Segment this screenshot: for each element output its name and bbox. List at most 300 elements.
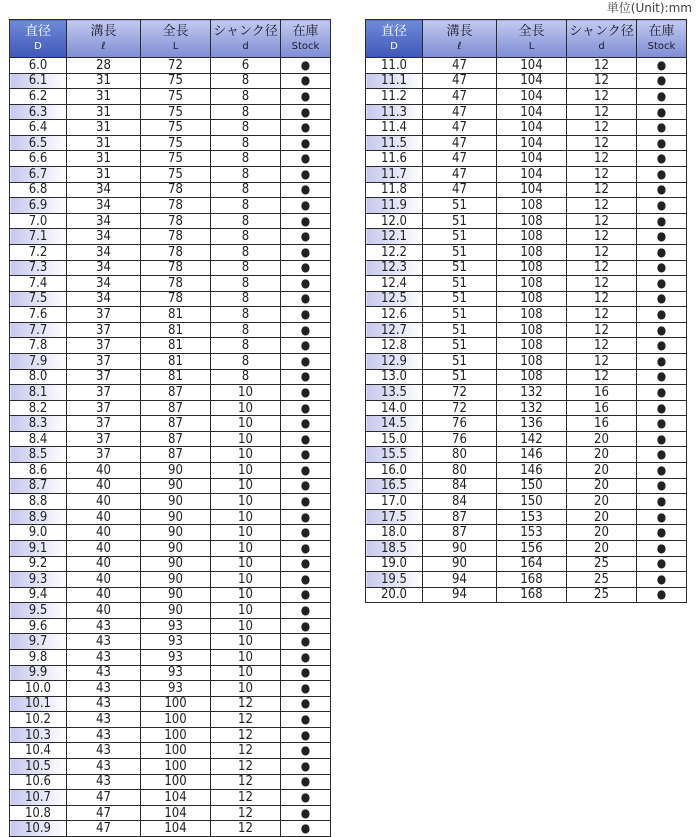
cell-flute-length: 31	[67, 104, 141, 120]
cell-shank-diameter: 10	[211, 400, 281, 416]
cell-shank-diameter: 12	[567, 198, 637, 214]
cell-shank-diameter: 10	[211, 618, 281, 634]
cell-shank-diameter: 12	[567, 104, 637, 120]
in-stock-dot-icon: ●	[281, 463, 331, 479]
cell-overall-length: 104	[497, 104, 567, 120]
cell-diameter: 7.4	[10, 276, 67, 292]
table-row	[10, 431, 331, 447]
cell-flute-length: 72	[423, 385, 497, 401]
cell-shank-diameter: 8	[211, 73, 281, 89]
cell-diameter: 7.6	[10, 307, 67, 323]
cell-shank-diameter: 25	[567, 556, 637, 572]
in-stock-dot-icon: ●	[637, 151, 687, 167]
in-stock-dot-icon: ●	[637, 276, 687, 292]
cell-overall-length: 87	[141, 431, 211, 447]
cell-diameter: 11.6	[366, 151, 423, 167]
cell-overall-length: 90	[141, 509, 211, 525]
cell-diameter: 9.5	[10, 603, 67, 619]
in-stock-dot-icon: ●	[637, 291, 687, 307]
in-stock-dot-icon: ●	[637, 556, 687, 572]
in-stock-dot-icon: ●	[281, 587, 331, 603]
cell-shank-diameter: 6	[211, 58, 281, 74]
in-stock-dot-icon: ●	[637, 229, 687, 245]
cell-diameter: 16.5	[366, 478, 423, 494]
cell-diameter: 9.3	[10, 572, 67, 588]
table-row	[10, 400, 331, 416]
cell-flute-length: 40	[67, 509, 141, 525]
cell-flute-length: 51	[423, 322, 497, 338]
cell-shank-diameter: 12	[567, 213, 637, 229]
table-row	[10, 182, 331, 198]
table-row	[10, 104, 331, 120]
cell-overall-length: 90	[141, 478, 211, 494]
in-stock-dot-icon: ●	[281, 618, 331, 634]
cell-flute-length: 94	[423, 587, 497, 603]
cell-shank-diameter: 10	[211, 587, 281, 603]
cell-diameter: 10.7	[10, 790, 67, 806]
table-row	[366, 89, 687, 105]
in-stock-dot-icon: ●	[637, 463, 687, 479]
cell-flute-length: 34	[67, 182, 141, 198]
table-row	[10, 696, 331, 712]
cell-shank-diameter: 8	[211, 167, 281, 183]
cell-shank-diameter: 10	[211, 603, 281, 619]
cell-shank-diameter: 12	[567, 307, 637, 323]
cell-shank-diameter: 12	[211, 790, 281, 806]
header-flute-length: 溝長 ℓ	[423, 20, 497, 58]
cell-shank-diameter: 12	[567, 89, 637, 105]
cell-overall-length: 104	[497, 135, 567, 151]
cell-diameter: 12.1	[366, 229, 423, 245]
cell-overall-length: 100	[141, 774, 211, 790]
cell-diameter: 11.2	[366, 89, 423, 105]
cell-shank-diameter: 12	[567, 260, 637, 276]
table-row	[10, 649, 331, 665]
cell-overall-length: 90	[141, 556, 211, 572]
in-stock-dot-icon: ●	[637, 322, 687, 338]
table-row	[10, 120, 331, 136]
table-row	[10, 712, 331, 728]
cell-shank-diameter: 12	[567, 73, 637, 89]
cell-diameter: 10.3	[10, 727, 67, 743]
in-stock-dot-icon: ●	[281, 665, 331, 681]
cell-overall-length: 108	[497, 198, 567, 214]
table-row	[10, 338, 331, 354]
cell-diameter: 20.0	[366, 587, 423, 603]
in-stock-dot-icon: ●	[281, 182, 331, 198]
cell-shank-diameter: 20	[567, 431, 637, 447]
cell-flute-length: 40	[67, 603, 141, 619]
cell-shank-diameter: 8	[211, 182, 281, 198]
cell-shank-diameter: 12	[211, 696, 281, 712]
in-stock-dot-icon: ●	[281, 89, 331, 105]
cell-shank-diameter: 10	[211, 649, 281, 665]
cell-overall-length: 87	[141, 385, 211, 401]
cell-overall-length: 75	[141, 135, 211, 151]
cell-shank-diameter: 12	[211, 774, 281, 790]
in-stock-dot-icon: ●	[281, 167, 331, 183]
cell-flute-length: 34	[67, 229, 141, 245]
table-row	[10, 322, 331, 338]
cell-overall-length: 100	[141, 743, 211, 759]
in-stock-dot-icon: ●	[281, 634, 331, 650]
cell-flute-length: 31	[67, 167, 141, 183]
drill-spec-table-left	[9, 19, 331, 837]
cell-shank-diameter: 10	[211, 556, 281, 572]
in-stock-dot-icon: ●	[281, 603, 331, 619]
cell-flute-length: 37	[67, 338, 141, 354]
cell-diameter: 12.6	[366, 307, 423, 323]
cell-flute-length: 43	[67, 696, 141, 712]
cell-overall-length: 132	[497, 385, 567, 401]
table-row	[10, 151, 331, 167]
cell-diameter: 18.0	[366, 525, 423, 541]
cell-diameter: 10.8	[10, 805, 67, 821]
cell-flute-length: 51	[423, 307, 497, 323]
in-stock-dot-icon: ●	[281, 213, 331, 229]
cell-flute-length: 40	[67, 572, 141, 588]
in-stock-dot-icon: ●	[281, 525, 331, 541]
cell-overall-length: 75	[141, 151, 211, 167]
cell-shank-diameter: 8	[211, 198, 281, 214]
in-stock-dot-icon: ●	[637, 540, 687, 556]
cell-diameter: 17.0	[366, 494, 423, 510]
cell-diameter: 12.8	[366, 338, 423, 354]
table-row	[366, 509, 687, 525]
cell-shank-diameter: 12	[567, 58, 637, 74]
in-stock-dot-icon: ●	[637, 104, 687, 120]
cell-flute-length: 40	[67, 556, 141, 572]
table-row	[366, 400, 687, 416]
drill-spec-table-right	[365, 19, 687, 603]
cell-shank-diameter: 8	[211, 104, 281, 120]
cell-shank-diameter: 10	[211, 478, 281, 494]
table-row	[10, 260, 331, 276]
cell-overall-length: 93	[141, 681, 211, 697]
cell-flute-length: 43	[67, 681, 141, 697]
in-stock-dot-icon: ●	[281, 743, 331, 759]
in-stock-dot-icon: ●	[281, 385, 331, 401]
in-stock-dot-icon: ●	[637, 416, 687, 432]
cell-diameter: 8.3	[10, 416, 67, 432]
table-row	[366, 213, 687, 229]
cell-flute-length: 37	[67, 447, 141, 463]
cell-flute-length: 37	[67, 307, 141, 323]
cell-shank-diameter: 12	[211, 712, 281, 728]
in-stock-dot-icon: ●	[281, 151, 331, 167]
cell-overall-length: 100	[141, 727, 211, 743]
cell-diameter: 12.0	[366, 213, 423, 229]
in-stock-dot-icon: ●	[637, 198, 687, 214]
cell-diameter: 19.0	[366, 556, 423, 572]
cell-diameter: 12.5	[366, 291, 423, 307]
in-stock-dot-icon: ●	[281, 58, 331, 74]
in-stock-dot-icon: ●	[637, 244, 687, 260]
cell-diameter: 9.2	[10, 556, 67, 572]
cell-flute-length: 43	[67, 759, 141, 775]
cell-diameter: 6.1	[10, 73, 67, 89]
cell-flute-length: 47	[423, 151, 497, 167]
cell-overall-length: 104	[497, 182, 567, 198]
cell-overall-length: 108	[497, 260, 567, 276]
cell-flute-length: 34	[67, 276, 141, 292]
cell-shank-diameter: 8	[211, 260, 281, 276]
cell-diameter: 10.2	[10, 712, 67, 728]
table-row	[10, 821, 331, 837]
cell-diameter: 9.0	[10, 525, 67, 541]
cell-flute-length: 34	[67, 198, 141, 214]
cell-shank-diameter: 12	[567, 167, 637, 183]
table-header-row	[10, 20, 331, 58]
in-stock-dot-icon: ●	[637, 494, 687, 510]
table-row	[10, 759, 331, 775]
cell-overall-length: 90	[141, 603, 211, 619]
in-stock-dot-icon: ●	[281, 322, 331, 338]
table-row	[10, 229, 331, 245]
header-shank-diameter: シャンク径 d	[567, 20, 637, 58]
cell-overall-length: 104	[497, 58, 567, 74]
cell-overall-length: 108	[497, 322, 567, 338]
in-stock-dot-icon: ●	[637, 525, 687, 541]
cell-flute-length: 47	[67, 805, 141, 821]
table-row	[10, 167, 331, 183]
cell-overall-length: 104	[497, 120, 567, 136]
cell-overall-length: 78	[141, 182, 211, 198]
cell-flute-length: 34	[67, 244, 141, 260]
cell-flute-length: 37	[67, 416, 141, 432]
in-stock-dot-icon: ●	[637, 353, 687, 369]
table-row	[366, 135, 687, 151]
cell-shank-diameter: 12	[567, 369, 637, 385]
cell-overall-length: 104	[497, 73, 567, 89]
in-stock-dot-icon: ●	[637, 572, 687, 588]
cell-overall-length: 90	[141, 525, 211, 541]
in-stock-dot-icon: ●	[637, 431, 687, 447]
cell-overall-length: 100	[141, 696, 211, 712]
cell-overall-length: 75	[141, 120, 211, 136]
cell-flute-length: 84	[423, 494, 497, 510]
table-row	[10, 307, 331, 323]
cell-overall-length: 75	[141, 89, 211, 105]
in-stock-dot-icon: ●	[637, 260, 687, 276]
cell-flute-length: 94	[423, 572, 497, 588]
table-row	[366, 120, 687, 136]
in-stock-dot-icon: ●	[637, 213, 687, 229]
cell-flute-length: 51	[423, 213, 497, 229]
cell-flute-length: 40	[67, 525, 141, 541]
cell-overall-length: 81	[141, 369, 211, 385]
cell-overall-length: 87	[141, 400, 211, 416]
cell-diameter: 10.4	[10, 743, 67, 759]
cell-flute-length: 51	[423, 260, 497, 276]
table-row	[10, 540, 331, 556]
cell-shank-diameter: 8	[211, 213, 281, 229]
cell-shank-diameter: 8	[211, 151, 281, 167]
cell-shank-diameter: 20	[567, 525, 637, 541]
cell-diameter: 6.9	[10, 198, 67, 214]
cell-shank-diameter: 20	[567, 540, 637, 556]
cell-diameter: 8.0	[10, 369, 67, 385]
cell-shank-diameter: 8	[211, 322, 281, 338]
in-stock-dot-icon: ●	[637, 385, 687, 401]
cell-overall-length: 93	[141, 634, 211, 650]
cell-diameter: 11.4	[366, 120, 423, 136]
cell-flute-length: 47	[423, 182, 497, 198]
in-stock-dot-icon: ●	[281, 431, 331, 447]
table-row	[10, 727, 331, 743]
table-row	[366, 182, 687, 198]
cell-overall-length: 78	[141, 229, 211, 245]
in-stock-dot-icon: ●	[637, 400, 687, 416]
table-row	[10, 291, 331, 307]
cell-flute-length: 43	[67, 727, 141, 743]
cell-overall-length: 153	[497, 509, 567, 525]
table-row	[10, 478, 331, 494]
cell-shank-diameter: 10	[211, 416, 281, 432]
table-row	[366, 198, 687, 214]
cell-shank-diameter: 12	[567, 291, 637, 307]
table-row	[10, 276, 331, 292]
cell-shank-diameter: 8	[211, 307, 281, 323]
cell-diameter: 7.2	[10, 244, 67, 260]
table-row	[366, 151, 687, 167]
table-row	[366, 416, 687, 432]
cell-diameter: 6.5	[10, 135, 67, 151]
cell-shank-diameter: 12	[567, 182, 637, 198]
cell-overall-length: 75	[141, 167, 211, 183]
cell-overall-length: 104	[141, 821, 211, 837]
cell-diameter: 9.8	[10, 649, 67, 665]
in-stock-dot-icon: ●	[281, 712, 331, 728]
cell-flute-length: 43	[67, 634, 141, 650]
cell-shank-diameter: 8	[211, 244, 281, 260]
table-row	[10, 774, 331, 790]
in-stock-dot-icon: ●	[637, 182, 687, 198]
cell-shank-diameter: 12	[567, 229, 637, 245]
cell-diameter: 12.9	[366, 353, 423, 369]
table-header-row	[366, 20, 687, 58]
cell-flute-length: 51	[423, 291, 497, 307]
cell-shank-diameter: 8	[211, 291, 281, 307]
table-row	[366, 167, 687, 183]
cell-diameter: 11.7	[366, 167, 423, 183]
table-row	[366, 385, 687, 401]
table-row	[10, 353, 331, 369]
cell-shank-diameter: 8	[211, 353, 281, 369]
cell-flute-length: 84	[423, 478, 497, 494]
table-row	[10, 525, 331, 541]
cell-overall-length: 104	[497, 167, 567, 183]
cell-shank-diameter: 16	[567, 385, 637, 401]
cell-shank-diameter: 10	[211, 540, 281, 556]
cell-shank-diameter: 12	[211, 727, 281, 743]
cell-flute-length: 34	[67, 260, 141, 276]
cell-overall-length: 100	[141, 759, 211, 775]
cell-flute-length: 47	[423, 135, 497, 151]
in-stock-dot-icon: ●	[281, 260, 331, 276]
cell-flute-length: 51	[423, 338, 497, 354]
cell-diameter: 8.9	[10, 509, 67, 525]
cell-overall-length: 72	[141, 58, 211, 74]
cell-diameter: 8.1	[10, 385, 67, 401]
in-stock-dot-icon: ●	[281, 244, 331, 260]
table-row	[10, 805, 331, 821]
table-row	[10, 572, 331, 588]
cell-diameter: 6.2	[10, 89, 67, 105]
cell-overall-length: 108	[497, 353, 567, 369]
cell-flute-length: 47	[67, 790, 141, 806]
in-stock-dot-icon: ●	[281, 478, 331, 494]
cell-overall-length: 90	[141, 587, 211, 603]
table-row	[10, 509, 331, 525]
cell-overall-length: 136	[497, 416, 567, 432]
cell-shank-diameter: 16	[567, 400, 637, 416]
in-stock-dot-icon: ●	[281, 135, 331, 151]
cell-diameter: 11.5	[366, 135, 423, 151]
header-shank-diameter: シャンク径 d	[211, 20, 281, 58]
table-row	[366, 572, 687, 588]
cell-shank-diameter: 10	[211, 431, 281, 447]
cell-diameter: 9.1	[10, 540, 67, 556]
cell-diameter: 7.7	[10, 322, 67, 338]
cell-flute-length: 76	[423, 431, 497, 447]
cell-diameter: 11.0	[366, 58, 423, 74]
cell-shank-diameter: 20	[567, 509, 637, 525]
in-stock-dot-icon: ●	[637, 338, 687, 354]
in-stock-dot-icon: ●	[637, 369, 687, 385]
cell-flute-length: 51	[423, 229, 497, 245]
table-row	[366, 540, 687, 556]
cell-overall-length: 90	[141, 463, 211, 479]
cell-flute-length: 31	[67, 89, 141, 105]
table-row	[10, 603, 331, 619]
cell-diameter: 12.4	[366, 276, 423, 292]
cell-overall-length: 104	[141, 790, 211, 806]
cell-diameter: 15.0	[366, 431, 423, 447]
cell-shank-diameter: 20	[567, 447, 637, 463]
cell-diameter: 7.0	[10, 213, 67, 229]
cell-shank-diameter: 20	[567, 463, 637, 479]
table-row	[10, 743, 331, 759]
cell-flute-length: 87	[423, 509, 497, 525]
cell-diameter: 14.5	[366, 416, 423, 432]
cell-overall-length: 108	[497, 291, 567, 307]
cell-diameter: 17.5	[366, 509, 423, 525]
cell-overall-length: 93	[141, 665, 211, 681]
cell-diameter: 10.5	[10, 759, 67, 775]
table-row	[366, 478, 687, 494]
cell-shank-diameter: 12	[567, 338, 637, 354]
cell-shank-diameter: 16	[567, 416, 637, 432]
cell-diameter: 11.3	[366, 104, 423, 120]
cell-overall-length: 81	[141, 353, 211, 369]
cell-overall-length: 142	[497, 431, 567, 447]
cell-overall-length: 132	[497, 400, 567, 416]
table-row	[366, 322, 687, 338]
cell-diameter: 7.8	[10, 338, 67, 354]
table-row	[10, 447, 331, 463]
cell-diameter: 6.8	[10, 182, 67, 198]
cell-shank-diameter: 10	[211, 509, 281, 525]
in-stock-dot-icon: ●	[281, 369, 331, 385]
in-stock-dot-icon: ●	[637, 509, 687, 525]
in-stock-dot-icon: ●	[281, 73, 331, 89]
cell-diameter: 8.4	[10, 431, 67, 447]
cell-diameter: 8.6	[10, 463, 67, 479]
in-stock-dot-icon: ●	[281, 649, 331, 665]
cell-shank-diameter: 10	[211, 681, 281, 697]
table-row	[10, 213, 331, 229]
